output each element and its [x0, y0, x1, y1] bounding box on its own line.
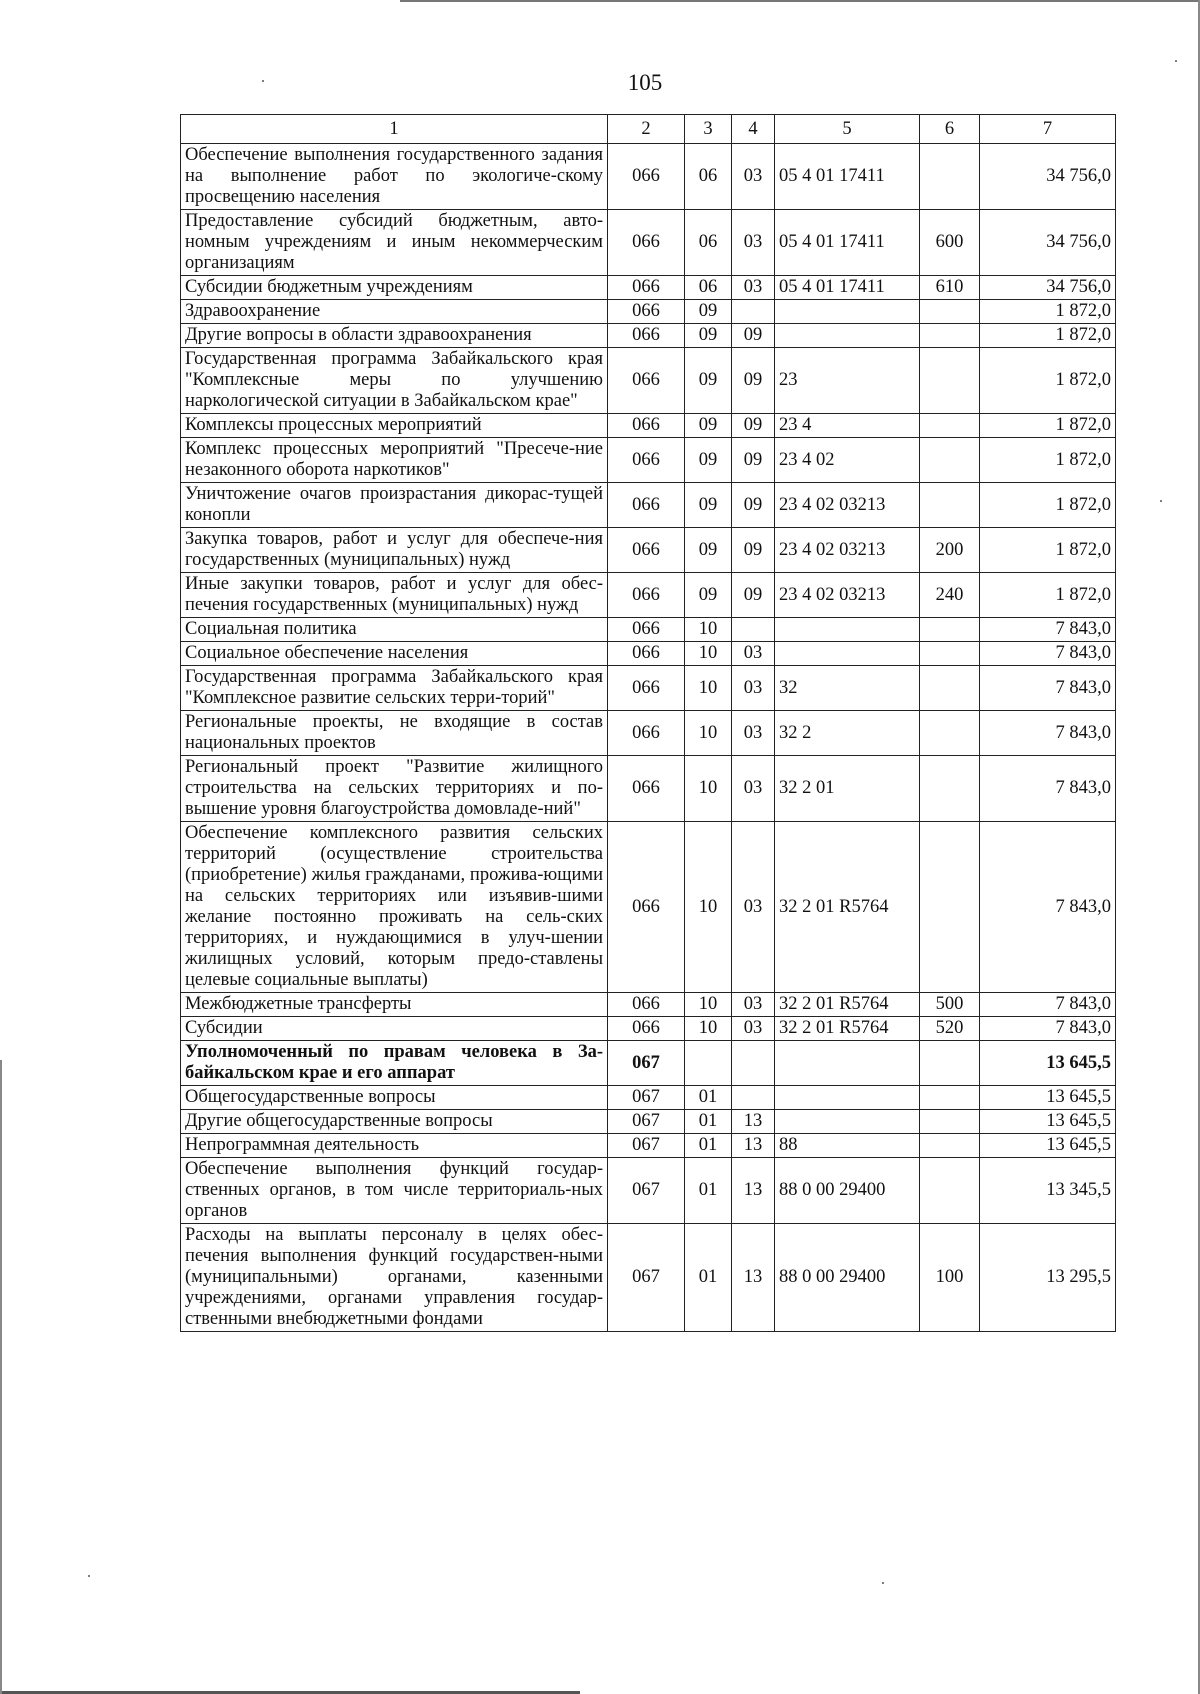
row-csr-cell: 88 0 00 29400	[775, 1158, 920, 1224]
row-sum-cell: 1 872,0	[980, 414, 1116, 438]
row-ved-cell: 066	[608, 144, 685, 210]
row-rz-cell: 10	[685, 993, 732, 1017]
row-ved-cell: 066	[608, 993, 685, 1017]
table-row	[181, 1134, 1116, 1158]
row-sum-cell: 7 843,0	[980, 642, 1116, 666]
row-rz-cell: 06	[685, 210, 732, 276]
row-vr-cell: 240	[920, 573, 980, 618]
row-name-cell: Обеспечение выполнения функций государ-ственных органов, в том числе территориаль-ных органов	[181, 1158, 608, 1224]
row-rz-cell	[685, 1041, 732, 1086]
row-name-cell: Другие общегосударственные вопросы	[181, 1110, 608, 1134]
row-vr-cell	[920, 414, 980, 438]
row-name-cell: Непрограммная деятельность	[181, 1134, 608, 1158]
row-ved-cell: 066	[608, 822, 685, 993]
row-pr-cell: 03	[732, 756, 775, 822]
row-csr-cell	[775, 642, 920, 666]
table-row	[181, 1041, 1116, 1086]
row-csr-cell: 05 4 01 17411	[775, 144, 920, 210]
row-ved-cell: 066	[608, 573, 685, 618]
row-vr-cell: 520	[920, 1017, 980, 1041]
row-sum-cell: 13 645,5	[980, 1041, 1116, 1086]
row-sum-cell: 7 843,0	[980, 666, 1116, 711]
row-name-cell: Субсидии бюджетным учреждениям	[181, 276, 608, 300]
row-rz-cell: 09	[685, 324, 732, 348]
row-pr-cell: 03	[732, 642, 775, 666]
row-sum-cell: 7 843,0	[980, 822, 1116, 993]
row-sum-cell: 13 645,5	[980, 1134, 1116, 1158]
row-sum-cell: 7 843,0	[980, 618, 1116, 642]
table-row	[181, 642, 1116, 666]
table-row	[181, 1158, 1116, 1224]
page-number: 105	[627, 70, 663, 95]
row-pr-cell: 09	[732, 438, 775, 483]
row-name-cell: Государственная программа Забайкальского края "Комплексные меры по улучшению наркологической ситуации в Забайкальском крае"	[181, 348, 608, 414]
row-pr-cell: 03	[732, 993, 775, 1017]
row-sum-cell: 34 756,0	[980, 210, 1116, 276]
row-name-cell: Обеспечение комплексного развития сельских территорий (осуществление строительства (приобретение) жилья гражданами, прожива-ющими на сельских территориях или изъявив-шими желание постоянно проживать на сель-ских территориях, и нуждающимися в улуч-шении жилищных условий, которым предо-ставлены целевые социальные выплаты)	[181, 822, 608, 993]
scan-edge-left	[0, 1060, 2, 1694]
row-sum-cell: 1 872,0	[980, 573, 1116, 618]
row-name-cell: Иные закупки товаров, работ и услуг для обес-печения государственных (муниципальных) нужд	[181, 573, 608, 618]
row-pr-cell: 09	[732, 528, 775, 573]
col-header-pr: 4	[732, 115, 775, 144]
row-csr-cell	[775, 1041, 920, 1086]
table-row	[181, 483, 1116, 528]
table-row	[181, 144, 1116, 210]
row-name-cell: Региональные проекты, не входящие в состав национальных проектов	[181, 711, 608, 756]
scan-speck	[88, 1575, 90, 1577]
row-name-cell: Межбюджетные трансферты	[181, 993, 608, 1017]
row-rz-cell: 10	[685, 1017, 732, 1041]
row-name-cell: Закупка товаров, работ и услуг для обеспече-ния государственных (муниципальных) нужд	[181, 528, 608, 573]
row-csr-cell: 23 4 02 03213	[775, 573, 920, 618]
row-csr-cell: 32	[775, 666, 920, 711]
row-sum-cell: 7 843,0	[980, 711, 1116, 756]
row-vr-cell: 100	[920, 1224, 980, 1332]
col-header-sum: 7	[980, 115, 1116, 144]
row-sum-cell: 1 872,0	[980, 348, 1116, 414]
row-sum-cell: 7 843,0	[980, 756, 1116, 822]
row-ved-cell: 066	[608, 756, 685, 822]
row-rz-cell: 09	[685, 573, 732, 618]
row-sum-cell: 1 872,0	[980, 324, 1116, 348]
row-rz-cell: 01	[685, 1224, 732, 1332]
row-vr-cell	[920, 1086, 980, 1110]
row-rz-cell: 06	[685, 144, 732, 210]
row-vr-cell	[920, 324, 980, 348]
row-pr-cell: 09	[732, 483, 775, 528]
row-csr-cell: 23 4 02 03213	[775, 528, 920, 573]
scan-edge-top	[400, 0, 1200, 2]
row-pr-cell: 03	[732, 666, 775, 711]
row-pr-cell: 03	[732, 822, 775, 993]
row-sum-cell: 1 872,0	[980, 483, 1116, 528]
table-row	[181, 210, 1116, 276]
row-ved-cell: 067	[608, 1041, 685, 1086]
row-ved-cell: 066	[608, 666, 685, 711]
row-name-cell: Расходы на выплаты персоналу в целях обес-печения выполнения функций государствен-ными (муниципальными) органами, казенными учреждениями, органами управления государ-ственными внебюджетными фондами	[181, 1224, 608, 1332]
row-csr-cell	[775, 300, 920, 324]
row-rz-cell: 09	[685, 528, 732, 573]
row-rz-cell: 10	[685, 618, 732, 642]
col-header-ved: 2	[608, 115, 685, 144]
row-vr-cell	[920, 483, 980, 528]
row-vr-cell: 200	[920, 528, 980, 573]
table-header-row	[181, 115, 1116, 144]
row-ved-cell: 066	[608, 276, 685, 300]
row-csr-cell: 05 4 01 17411	[775, 276, 920, 300]
row-rz-cell: 09	[685, 300, 732, 324]
row-csr-cell: 23 4 02 03213	[775, 483, 920, 528]
row-rz-cell: 09	[685, 348, 732, 414]
row-pr-cell	[732, 618, 775, 642]
row-ved-cell: 066	[608, 348, 685, 414]
row-sum-cell: 7 843,0	[980, 993, 1116, 1017]
row-rz-cell: 10	[685, 642, 732, 666]
row-ved-cell: 067	[608, 1134, 685, 1158]
row-vr-cell: 610	[920, 276, 980, 300]
row-sum-cell: 1 872,0	[980, 528, 1116, 573]
row-ved-cell: 066	[608, 642, 685, 666]
row-name-cell: Предоставление субсидий бюджетным, авто-номным учреждениям и иным некоммерческим организациям	[181, 210, 608, 276]
row-vr-cell	[920, 1134, 980, 1158]
table-row	[181, 438, 1116, 483]
table-row	[181, 711, 1116, 756]
row-name-cell: Обеспечение выполнения государственного задания на выполнение работ по экологиче-скому просвещению населения	[181, 144, 608, 210]
row-rz-cell: 10	[685, 756, 732, 822]
table-row	[181, 324, 1116, 348]
row-ved-cell: 066	[608, 528, 685, 573]
scan-speck	[1160, 500, 1162, 502]
table-row	[181, 1086, 1116, 1110]
row-name-cell: Уполномоченный по правам человека в За-байкальском крае и его аппарат	[181, 1041, 608, 1086]
row-csr-cell: 23 4 02	[775, 438, 920, 483]
row-name-cell: Другие вопросы в области здравоохранения	[181, 324, 608, 348]
row-pr-cell: 03	[732, 144, 775, 210]
row-ved-cell: 067	[608, 1224, 685, 1332]
table-row	[181, 666, 1116, 711]
row-sum-cell: 1 872,0	[980, 300, 1116, 324]
row-csr-cell: 32 2 01	[775, 756, 920, 822]
row-csr-cell: 23 4	[775, 414, 920, 438]
scan-speck	[1175, 60, 1177, 62]
row-csr-cell: 32 2 01 R5764	[775, 1017, 920, 1041]
row-pr-cell: 03	[732, 276, 775, 300]
row-vr-cell	[920, 822, 980, 993]
row-ved-cell: 066	[608, 414, 685, 438]
row-pr-cell: 13	[732, 1224, 775, 1332]
row-csr-cell: 88	[775, 1134, 920, 1158]
row-sum-cell: 13 295,5	[980, 1224, 1116, 1332]
row-rz-cell: 01	[685, 1086, 732, 1110]
row-rz-cell: 10	[685, 666, 732, 711]
row-csr-cell	[775, 1086, 920, 1110]
row-csr-cell: 32 2 01 R5764	[775, 993, 920, 1017]
row-sum-cell: 1 872,0	[980, 438, 1116, 483]
row-ved-cell: 067	[608, 1158, 685, 1224]
row-name-cell: Субсидии	[181, 1017, 608, 1041]
row-pr-cell: 03	[732, 210, 775, 276]
row-csr-cell	[775, 1110, 920, 1134]
table-row	[181, 528, 1116, 573]
row-vr-cell	[920, 1041, 980, 1086]
table-row	[181, 756, 1116, 822]
row-csr-cell: 88 0 00 29400	[775, 1224, 920, 1332]
row-name-cell: Общегосударственные вопросы	[181, 1086, 608, 1110]
col-header-rz: 3	[685, 115, 732, 144]
row-sum-cell: 7 843,0	[980, 1017, 1116, 1041]
row-name-cell: Уничтожение очагов произрастания дикорас-тущей конопли	[181, 483, 608, 528]
row-vr-cell	[920, 438, 980, 483]
row-sum-cell: 13 345,5	[980, 1158, 1116, 1224]
row-pr-cell	[732, 1041, 775, 1086]
row-rz-cell: 09	[685, 414, 732, 438]
row-rz-cell: 01	[685, 1158, 732, 1224]
row-ved-cell: 067	[608, 1086, 685, 1110]
row-rz-cell: 10	[685, 822, 732, 993]
row-name-cell: Социальное обеспечение населения	[181, 642, 608, 666]
row-rz-cell: 01	[685, 1134, 732, 1158]
row-csr-cell	[775, 618, 920, 642]
row-sum-cell: 13 645,5	[980, 1110, 1116, 1134]
table-row	[181, 414, 1116, 438]
row-rz-cell: 10	[685, 711, 732, 756]
row-ved-cell: 066	[608, 438, 685, 483]
row-vr-cell	[920, 618, 980, 642]
row-pr-cell: 03	[732, 711, 775, 756]
row-ved-cell: 067	[608, 1110, 685, 1134]
row-vr-cell	[920, 144, 980, 210]
table-row	[181, 993, 1116, 1017]
row-pr-cell: 09	[732, 348, 775, 414]
row-ved-cell: 066	[608, 210, 685, 276]
row-pr-cell: 09	[732, 414, 775, 438]
row-name-cell: Комплексы процессных мероприятий	[181, 414, 608, 438]
row-ved-cell: 066	[608, 618, 685, 642]
row-csr-cell: 23	[775, 348, 920, 414]
row-vr-cell	[920, 711, 980, 756]
row-sum-cell: 34 756,0	[980, 276, 1116, 300]
table-body	[181, 144, 1116, 1332]
row-pr-cell: 13	[732, 1158, 775, 1224]
row-name-cell: Региональный проект "Развитие жилищного строительства на сельских территориях и по-вышение уровня благоустройства домовладе-ний"	[181, 756, 608, 822]
row-vr-cell	[920, 666, 980, 711]
row-pr-cell	[732, 300, 775, 324]
table-row	[181, 276, 1116, 300]
row-ved-cell: 066	[608, 324, 685, 348]
scan-speck	[882, 1582, 884, 1584]
row-pr-cell	[732, 1086, 775, 1110]
col-header-vr: 6	[920, 115, 980, 144]
row-name-cell: Комплекс процессных мероприятий "Пресече-ние незаконного оборота наркотиков"	[181, 438, 608, 483]
row-vr-cell: 500	[920, 993, 980, 1017]
row-vr-cell	[920, 300, 980, 324]
budget-table	[180, 114, 1116, 1332]
row-csr-cell	[775, 324, 920, 348]
row-vr-cell	[920, 756, 980, 822]
table-row	[181, 300, 1116, 324]
row-vr-cell	[920, 642, 980, 666]
row-ved-cell: 066	[608, 483, 685, 528]
row-pr-cell: 09	[732, 573, 775, 618]
row-vr-cell	[920, 348, 980, 414]
row-csr-cell: 32 2 01 R5764	[775, 822, 920, 993]
row-csr-cell: 32 2	[775, 711, 920, 756]
row-csr-cell: 05 4 01 17411	[775, 210, 920, 276]
row-name-cell: Социальная политика	[181, 618, 608, 642]
row-pr-cell: 03	[732, 1017, 775, 1041]
row-ved-cell: 066	[608, 711, 685, 756]
table-row	[181, 1017, 1116, 1041]
row-name-cell: Государственная программа Забайкальского края "Комплексное развитие сельских терри-торий"	[181, 666, 608, 711]
row-rz-cell: 01	[685, 1110, 732, 1134]
row-sum-cell: 13 645,5	[980, 1086, 1116, 1110]
table-row	[181, 1110, 1116, 1134]
row-ved-cell: 066	[608, 1017, 685, 1041]
table-row	[181, 348, 1116, 414]
row-vr-cell	[920, 1158, 980, 1224]
col-header-csr: 5	[775, 115, 920, 144]
row-pr-cell: 13	[732, 1134, 775, 1158]
row-rz-cell: 09	[685, 438, 732, 483]
table-row	[181, 822, 1116, 993]
table-row	[181, 573, 1116, 618]
row-rz-cell: 06	[685, 276, 732, 300]
table-row	[181, 1224, 1116, 1332]
row-sum-cell: 34 756,0	[980, 144, 1116, 210]
table-row	[181, 618, 1116, 642]
row-pr-cell: 09	[732, 324, 775, 348]
row-vr-cell: 600	[920, 210, 980, 276]
col-header-name: 1	[181, 115, 608, 144]
row-name-cell: Здравоохранение	[181, 300, 608, 324]
row-vr-cell	[920, 1110, 980, 1134]
row-rz-cell: 09	[685, 483, 732, 528]
row-ved-cell: 066	[608, 300, 685, 324]
row-pr-cell: 13	[732, 1110, 775, 1134]
